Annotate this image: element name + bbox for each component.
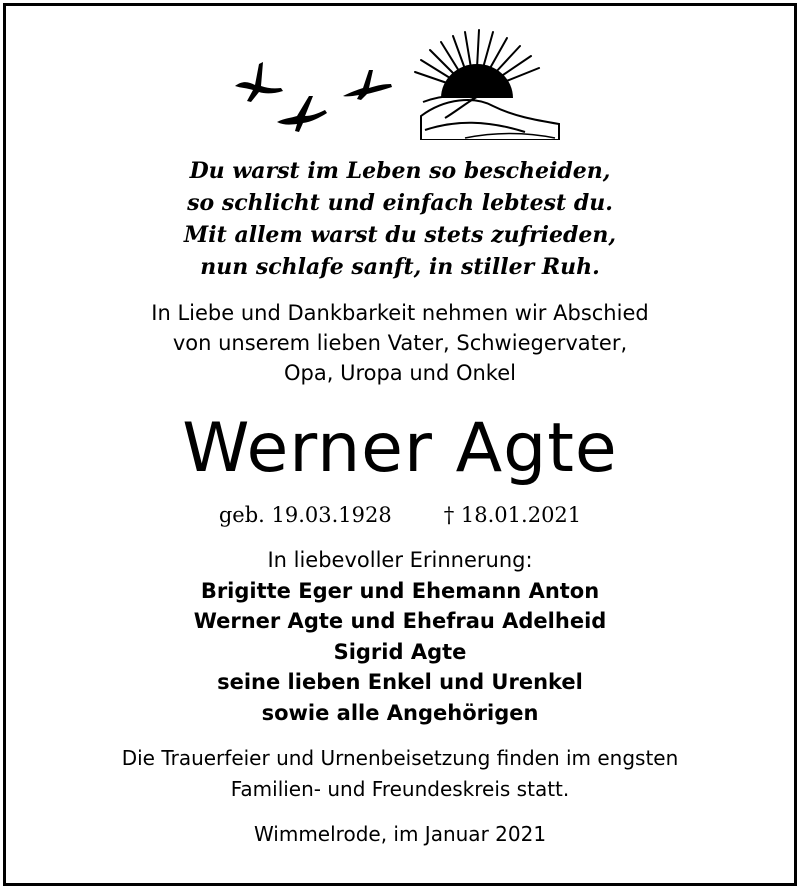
death-date: † 18.01.2021: [443, 503, 582, 527]
ceremony-note: [0, 743, 800, 805]
mourner-name: Werner Agte und Ehefrau Adelheid: [193, 609, 607, 633]
intro-line: von unserem lieben Vater, Schwiegervater,: [172, 331, 628, 355]
mourner-name: Brigitte Eger und Ehemann Anton: [200, 578, 600, 603]
mourner-name: Sigrid Agte: [333, 639, 467, 664]
mourners-block: [0, 545, 800, 728]
poem-line: Mit allem warst du stets zufrieden,: [183, 222, 617, 248]
ceremony-line: Die Trauerfeier und Urnenbeisetzung finden im engsten: [121, 746, 679, 770]
birth-date: geb. 19.03.1928: [218, 503, 392, 527]
ceremony-line: Familien- und Freundeskreis statt.: [230, 777, 570, 801]
poem-line: Du warst im Leben so bescheiden,: [189, 158, 611, 184]
intro-line: In Liebe und Dankbarkeit nehmen wir Abschied: [151, 301, 649, 325]
birds-and-sunset-icon: [225, 28, 565, 140]
deceased-name: Werner Agte: [182, 409, 618, 488]
life-dates: [0, 500, 800, 530]
poem-line: so schlicht und einfach lebtest du.: [187, 190, 613, 216]
poem-line: nun schlafe sanft, in stiller Ruh.: [200, 254, 600, 280]
mourner-name: seine lieben Enkel und Urenkel: [217, 670, 583, 694]
intro-line: Opa, Uropa und Onkel: [284, 361, 516, 385]
place-and-date: Wimmelrode, im Januar 2021: [253, 822, 547, 846]
poem: [0, 155, 800, 283]
farewell-intro: [0, 298, 800, 388]
mourner-name: sowie alle Angehörigen: [261, 700, 539, 725]
mourners-heading: In liebevoller Erinnerung:: [267, 548, 533, 572]
